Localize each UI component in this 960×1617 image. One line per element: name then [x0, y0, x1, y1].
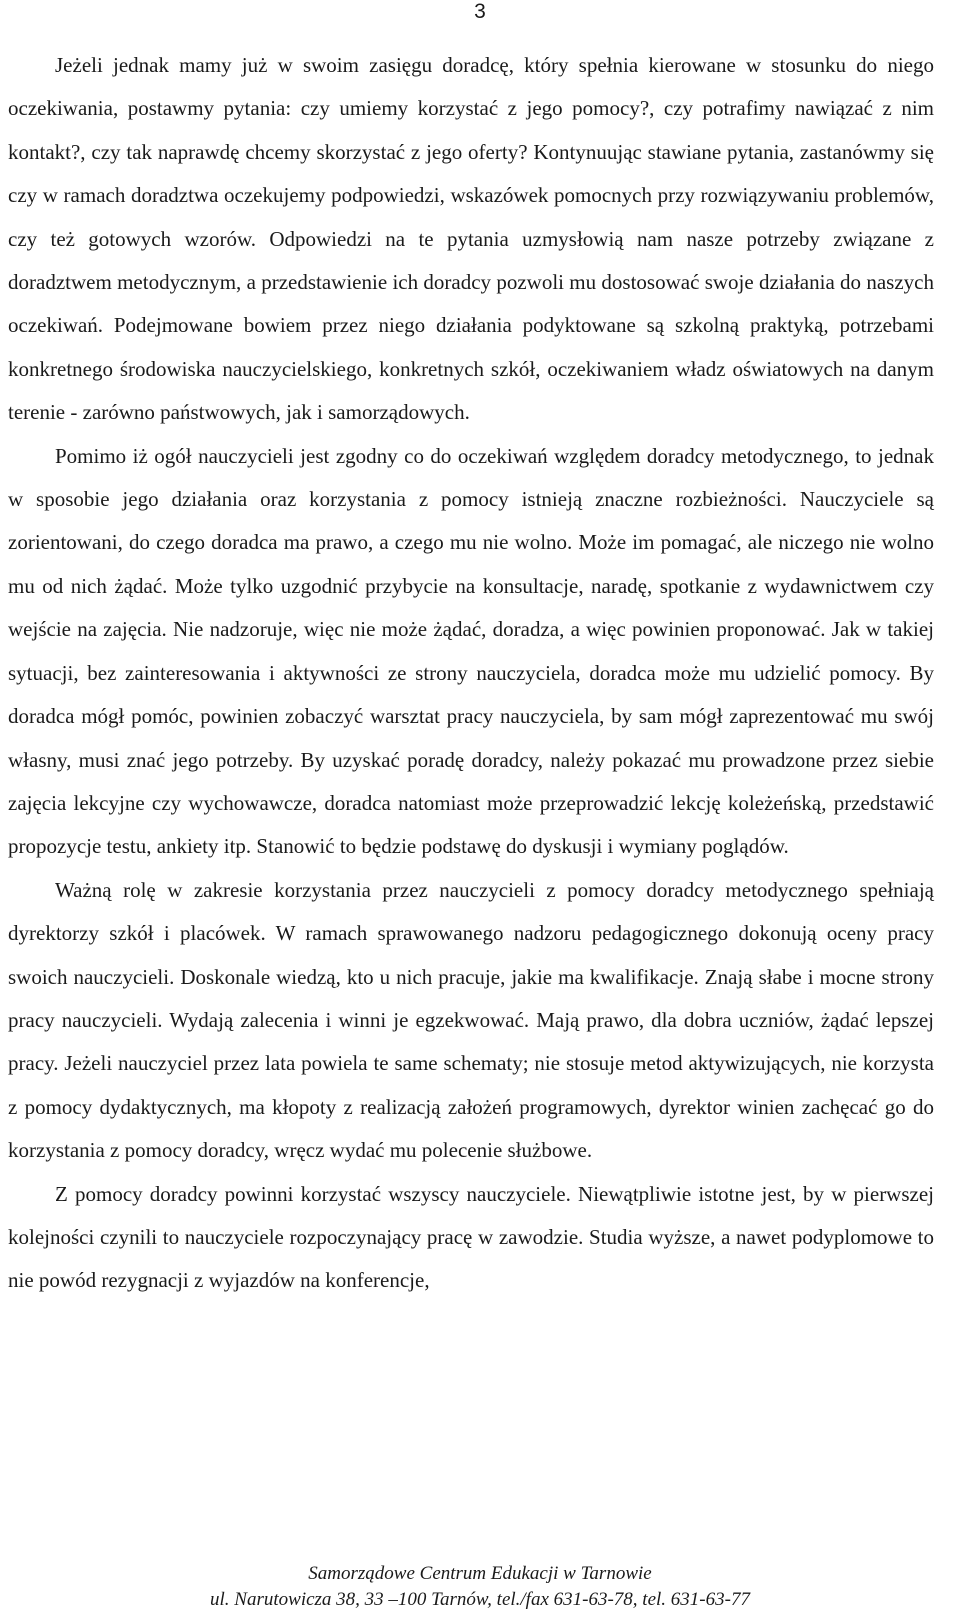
footer-institution: Samorządowe Centrum Edukacji w Tarnowie: [308, 1563, 652, 1584]
page-number: 3: [474, 0, 486, 23]
paragraph-3: Ważną rolę w zakresie korzystania przez nauczycieli z pomocy doradcy metodycznego spełniają dyrektorzy szkół i placówek. W ramach sprawowanego nadzoru pedagogicznego dokonują oceny pracy swoich nauczycieli. Doskonale wiedzą, kto u nich pracuje, jakie ma kwalifikacje. Znają słabe i mocne strony pracy nauczycieli. Wydają zalecenia i winni je egzekwować. Mają prawo, dla dobra uczniów, żądać lepszej pracy. Jeżeli nauczyciel przez lata powiela te same schematy; nie stosuje metod aktywizujących, nie korzysta z pomocy dydaktycznych, ma kłopoty z realizacją założeń programowych, dyrektor winien zachęcać go do korzystania z pomocy doradcy, wręcz wydać mu polecenie służbowe.: [8, 877, 934, 1163]
paragraph-2: Pomimo iż ogół nauczycieli jest zgodny co do oczekiwań względem doradcy metodycznego, to jednak w sposobie jego działania oraz korzystania z pomocy istnieją znaczne rozbieżności. Nauczyciele są zorientowani, do czego doradca ma prawo, a czego mu nie wolno. Może im pomagać, ale niczego nie wolno mu od nich żądać. Może tylko uzgodnić przybycie na konsultacje, naradę, spotkanie z wydawnictwem czy wejście na zajęcia. Nie nadzoruje, więc nie może żądać, doradza, a więc powinien proponować. Jak w takiej sytuacji, bez zainteresowania i aktywności ze strony nauczyciela, doradca może mu udzielić pomocy. By doradca mógł pomóc, powinien zobaczyć warsztat pracy nauczyciela, by sam mógł zaprezentować mu swój własny, musi znać jego potrzeby. By uzyskać poradę doradcy, należy pokazać mu prowadzone przez siebie zajęcia lekcyjne czy wychowawcze, doradca natomiast może przeprowadzić lekcję koleżeńską, przedstawić propozycje testu, ankiety itp. Stanowić to będzie podstawę do dyskusji i wymiany poglądów.: [8, 443, 934, 859]
document-body: [8, 44, 934, 1303]
paragraph-4: Z pomocy doradcy powinni korzystać wszyscy nauczyciele. Niewątpliwie istotne jest, by w pierwszej kolejności czynili to nauczyciele rozpoczynający pracę w zawodzie. Studia wyższe, a nawet podyplomowe to nie powód rezygnacji z wyjazdów na konferencje,: [8, 1181, 934, 1293]
paragraph-1: Jeżeli jednak mamy już w swoim zasięgu doradcę, który spełnia kierowane w stosunku do niego oczekiwania, postawmy pytania: czy umiemy korzystać z jego pomocy?, czy potrafimy nawiązać z nim kontakt?, czy tak naprawdę chcemy skorzystać z jego oferty? Kontynuując stawiane pytania, zastanówmy się czy w ramach doradztwa oczekujemy podpowiedzi, wskazówek pomocnych przy rozwiązywaniu problemów, czy też gotowych wzorów. Odpowiedzi na te pytania uzmysłowią nam nasze potrzeby związane z doradztwem metodycznym, a przedstawienie ich doradcy pozwoli mu dostosować swoje działania do naszych oczekiwań. Podejmowane bowiem przez niego działania podyktowane są szkolną praktyką, potrzebami konkretnego środowiska nauczycielskiego, konkretnych szkół, oczekiwaniem władz oświatowych na danym terenie - zarówno państwowych, jak i samorządowych.: [8, 53, 934, 425]
footer-address: ul. Narutowicza 38, 33 –100 Tarnów, tel./fax 631-63-78, tel. 631-63-77: [210, 1589, 750, 1610]
